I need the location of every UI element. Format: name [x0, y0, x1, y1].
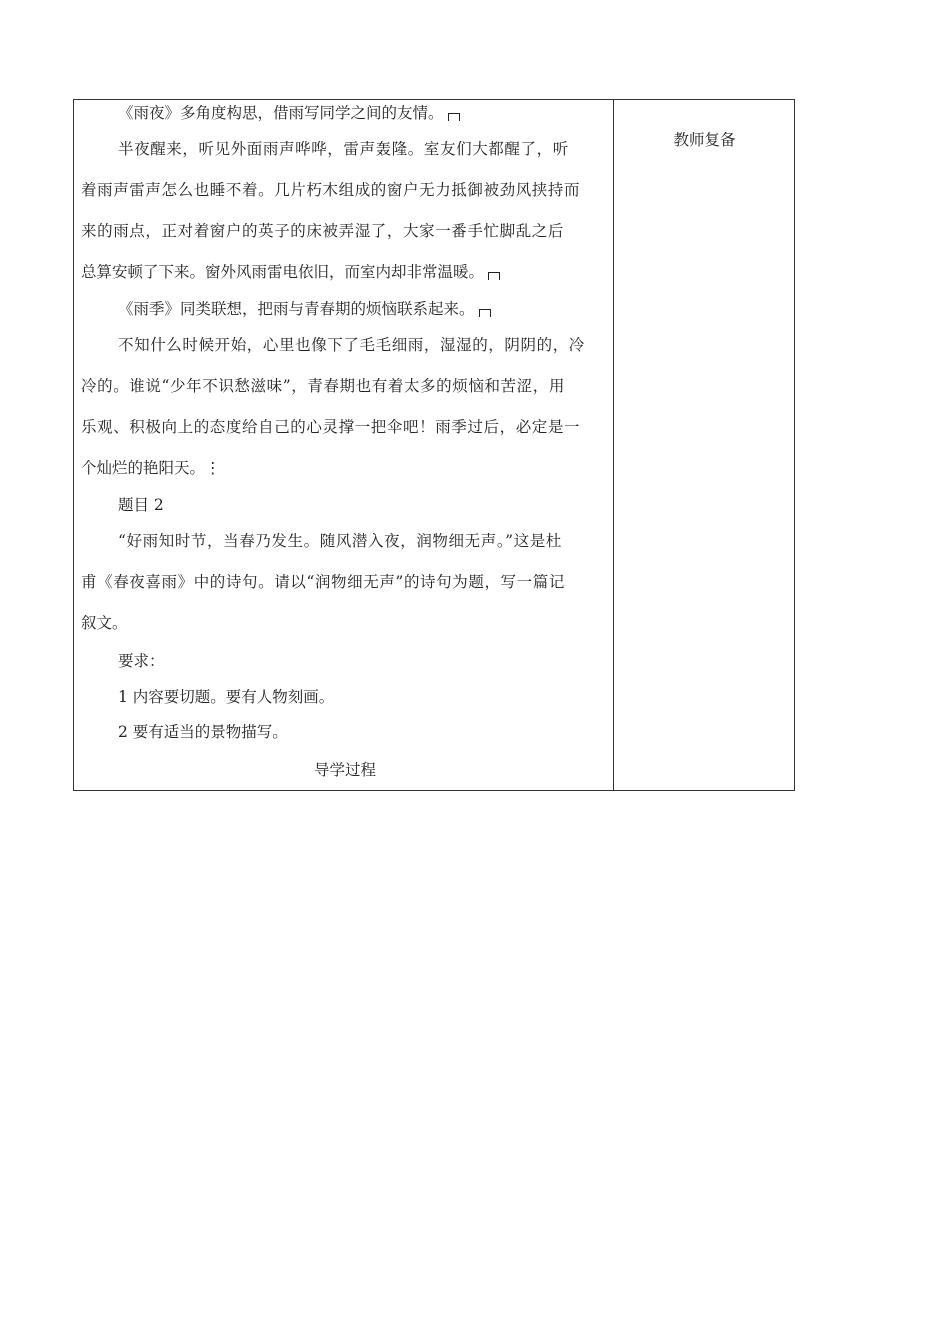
paragraph-line: 甫《春夜喜雨》中的诗句。请以“润物细无声”的诗句为题，写一篇记 [81, 573, 565, 591]
paragraph-line: 个灿烂的艳阳天。⋮ [81, 459, 221, 477]
paragraph-line: 半夜醒来，听见外面雨声哗哗，雷声轰隆。室友们大都醒了，听 [118, 140, 569, 158]
paragraph-line: 冷的。谁说“少年不识愁滋味”，青春期也有着太多的烦恼和苦涩，用 [81, 377, 565, 395]
section-title: 导学过程 [313, 761, 376, 779]
question-title: 题目 2 [118, 496, 164, 514]
column-divider [613, 100, 614, 790]
requirement-item: 1 内容要切题。要有人物刻画。 [118, 688, 335, 706]
paragraph-line: 着雨声雷声怎么也睡不着。几片朽木组成的窗户无力抵御被劲风挟持而 [81, 181, 581, 199]
teacher-notes-label: 教师复备 [673, 131, 736, 149]
edit-mark-icon [479, 309, 491, 317]
edit-mark-icon [488, 272, 500, 280]
edit-mark-icon [448, 113, 460, 121]
requirements-label: 要求： [118, 652, 165, 670]
paragraph-line: 总算安顿了下来。窗外风雨雷电依旧，而室内却非常温暖。 [81, 262, 500, 282]
paragraph-line: 《雨夜》多角度构思，借雨写同学之间的友情。 [118, 103, 460, 123]
paragraph-line: 乐观、积极向上的态度给自己的心灵撑一把伞吧！雨季过后，必定是一 [81, 418, 581, 436]
lesson-table [73, 99, 795, 791]
paragraph-line: 《雨季》同类联想，把雨与青春期的烦恼联系起来。 [118, 299, 491, 319]
requirement-item: 2 要有适当的景物描写。 [118, 723, 288, 741]
paragraph-line: 叙文。 [81, 614, 128, 632]
paragraph-line: “好雨知时节，当春乃发生。随风潜入夜，润物细无声。”这是杜 [118, 532, 562, 550]
paragraph-line: 不知什么时候开始，心里也像下了毛毛细雨，湿湿的，阴阴的，冷 [118, 336, 585, 354]
paragraph-line: 来的雨点，正对着窗户的英子的床被弄湿了，大家一番手忙脚乱之后 [81, 222, 565, 240]
